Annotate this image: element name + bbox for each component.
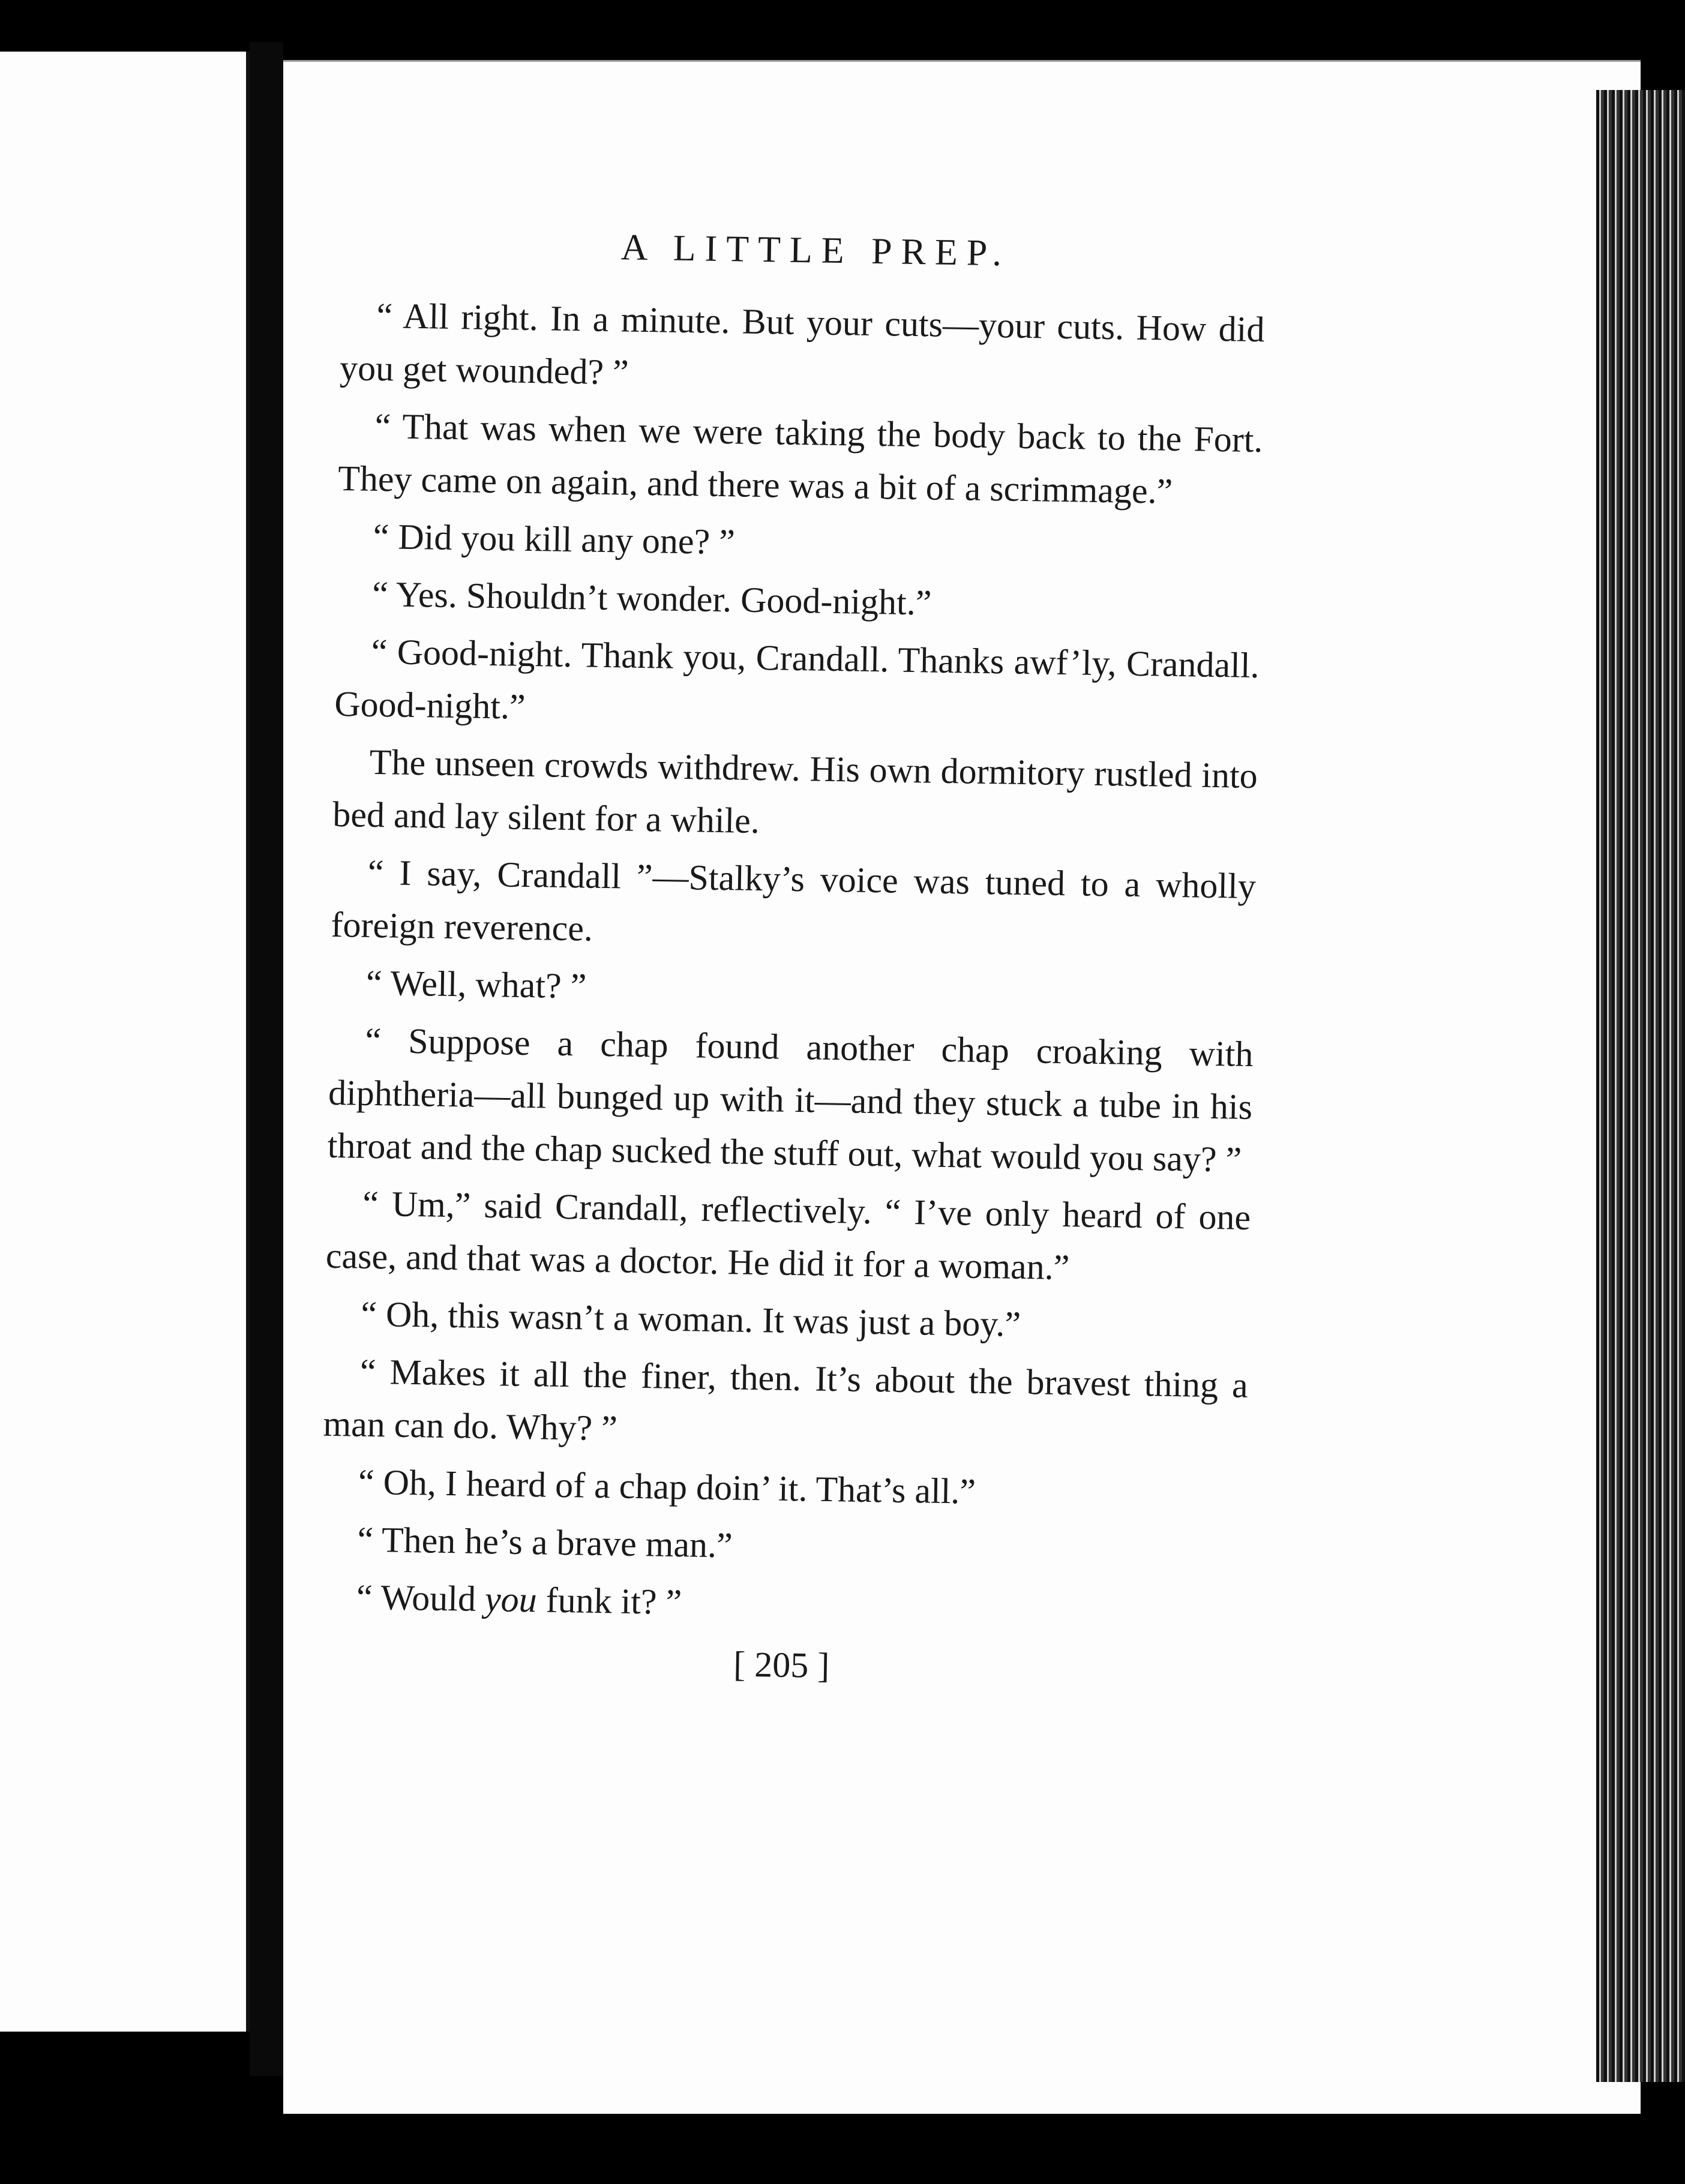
paragraph: “ Good-night. Thank you, Crandall. Thanks awf’ly, Crandall. Good-night.” bbox=[334, 631, 1260, 727]
paragraph: “ Oh, this wasn’t a woman. It was just a boy.” bbox=[360, 1294, 1021, 1344]
paragraph-last bbox=[320, 1570, 1245, 1637]
paragraph: “ Um,” said Crandall, reflectively. “ I’ve only heard of one case, and that was a doctor. He did it for a woman.” bbox=[325, 1183, 1251, 1288]
paragraph: “ Oh, I heard of a chap doin’ it. That’s all.” bbox=[358, 1462, 976, 1511]
paragraph: “ Makes it all the finer, then. It’s about the bravest thing a man can do. Why? ” bbox=[323, 1351, 1249, 1448]
paragraph: “ Did you kill any one? ” bbox=[373, 516, 736, 562]
paragraph: “ All right. In a minute. But your cuts—your cuts. How did you get wounded? ” bbox=[339, 295, 1265, 392]
text-span: funk it? ” bbox=[536, 1580, 682, 1622]
paragraph: The unseen crowds withdrew. His own dormitory rustled into bed and lay silent for a while. bbox=[332, 742, 1258, 841]
paragraph: “ Suppose a chap found another chap croaking with diphtheria—all bunged up with it—and they stuck a tube in his throat and the chap sucked the stuff out, what would you say? ” bbox=[327, 1020, 1254, 1180]
page-number: [ 205 ] bbox=[733, 1644, 830, 1686]
paragraph: “ Then he’s a brave man.” bbox=[356, 1519, 733, 1565]
paragraph: “ That was when we were taking the body back to the Fort. They came on again, and there was a bit of a scrimmage.” bbox=[337, 406, 1264, 511]
emphasis: you bbox=[484, 1579, 538, 1620]
page-edges bbox=[1596, 90, 1685, 2082]
left-blank-page bbox=[0, 52, 250, 2032]
paragraph: “ I say, Crandall ”—Stalky’s voice was tuned to a wholly foreign reverence. bbox=[331, 852, 1257, 949]
text-span: “ Would bbox=[356, 1577, 485, 1619]
page-text-block bbox=[319, 222, 1266, 1693]
book-gutter bbox=[250, 42, 283, 2076]
paragraph: “ Well, what? ” bbox=[365, 962, 587, 1006]
paragraph: “ Yes. Shouldn’t wonder. Good-night.” bbox=[371, 574, 932, 623]
running-head: A LITTLE PREP. bbox=[620, 227, 1011, 274]
